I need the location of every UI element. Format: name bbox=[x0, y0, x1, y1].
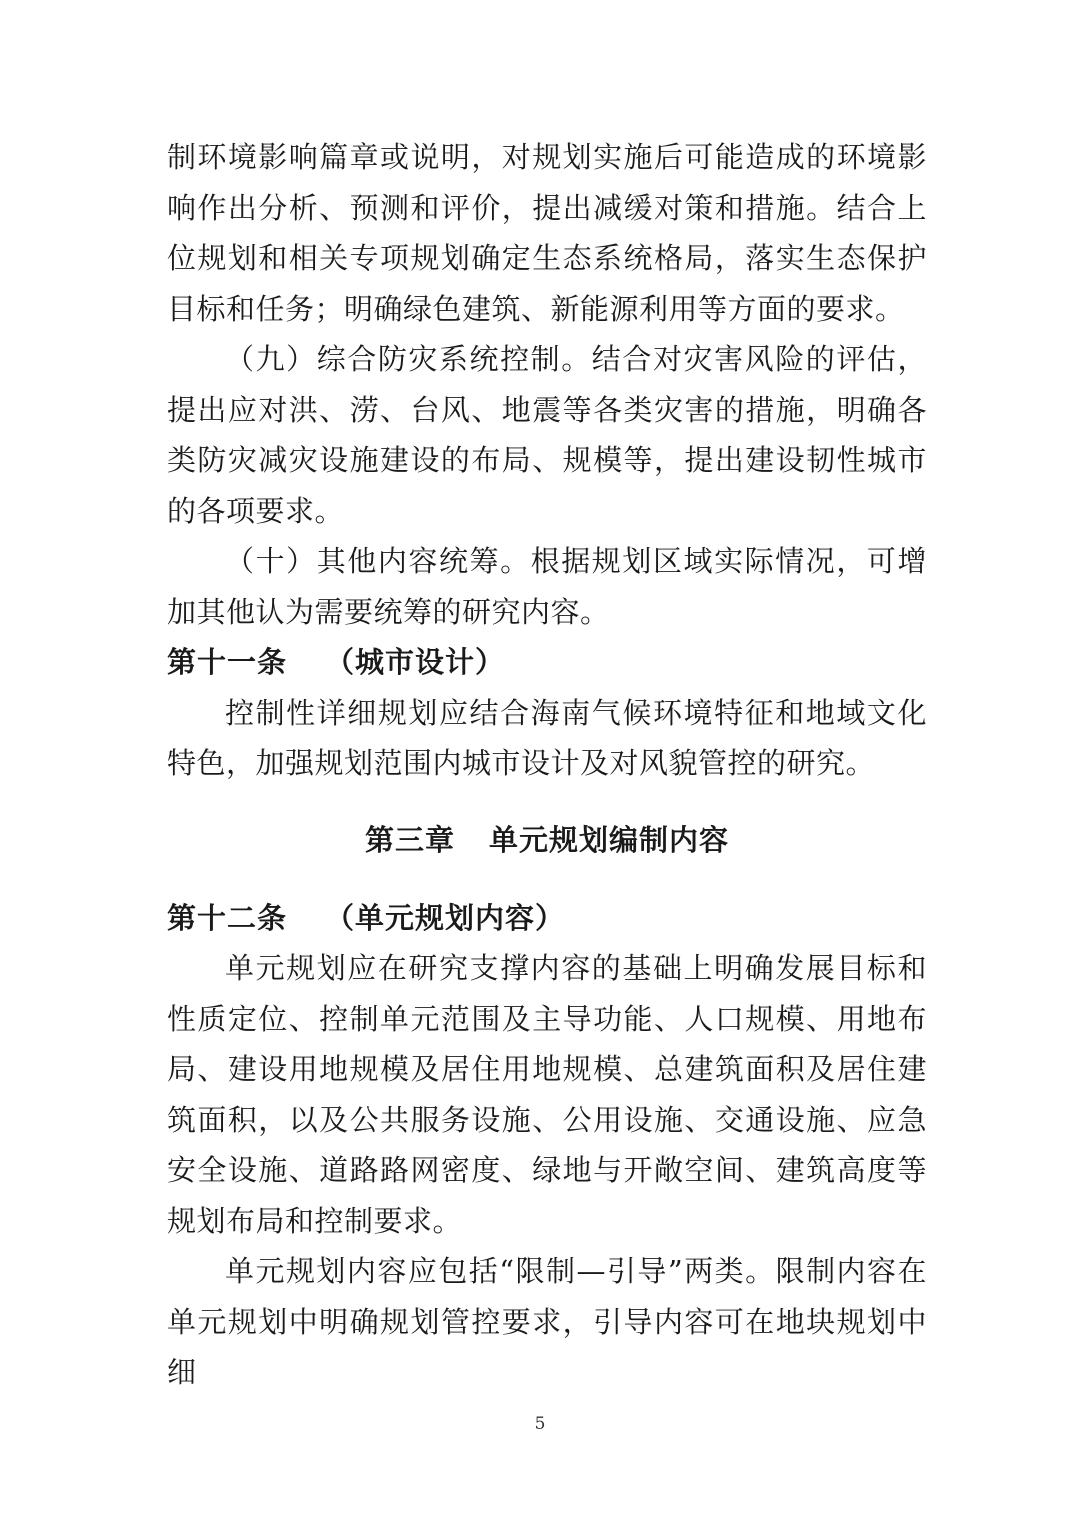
paragraph-environment-continued: 制环境影响篇章或说明，对规划实施后可能造成的环境影响作出分析、预测和评价，提出减缓对策和措施。结合上位规划和相关专项规划确定生态系统格局，落实生态保护目标和任务；明确绿色建筑、新能源利用等方面的要求。 bbox=[167, 140, 927, 326]
spacer bbox=[167, 859, 927, 893]
article-11-body: 控制性详细规划应结合海南气候环境特征和地域文化特色，加强规划范围内城市设计及对风貌管控的研究。 bbox=[167, 695, 927, 780]
article-12-heading bbox=[167, 893, 927, 944]
paragraph-other-content: （十）其他内容统筹。根据规划区域实际情况，可增加其他认为需要统筹的研究内容。 bbox=[167, 544, 927, 629]
chapter-title: 单元规划编制内容 bbox=[489, 822, 730, 857]
article-12-body-2: 单元规划内容应包括“限制—引导”两类。限制内容在单元规划中明确规划管控要求，引导内容可在地块规划中细 bbox=[167, 1254, 927, 1389]
paragraph-disaster-prevention: （九）综合防灾系统控制。结合对灾害风险的评估，提出应对洪、涝、台风、地震等各类灾害的措施，明确各类防灾减灾设施建设的布局、规模等，提出建设韧性城市的各项要求。 bbox=[167, 342, 927, 528]
article-11-number: 第十一条 bbox=[167, 645, 288, 679]
page-content bbox=[167, 132, 927, 1398]
article-11-title: （城市设计） bbox=[325, 645, 506, 679]
article-12-body-1: 单元规划应在研究支撑内容的基础上明确发展目标和性质定位、控制单元范围及主导功能、人口规模、用地布局、建设用地规模及居住用地规模、总建筑面积及居住建筑面积，以及公共服务设施、公用设施、交通设施、应急安全设施、道路路网密度、绿地与开敞空间、建筑高度等规划布局和控制要求。 bbox=[167, 951, 927, 1238]
spacer bbox=[167, 789, 927, 818]
chapter-heading bbox=[167, 818, 927, 859]
chapter-number: 第三章 bbox=[364, 822, 455, 857]
article-11-heading bbox=[167, 637, 927, 688]
page-number: 5 bbox=[534, 1414, 546, 1434]
article-12-number: 第十二条 bbox=[167, 900, 288, 935]
article-12-title: （单元规划内容） bbox=[325, 900, 566, 935]
